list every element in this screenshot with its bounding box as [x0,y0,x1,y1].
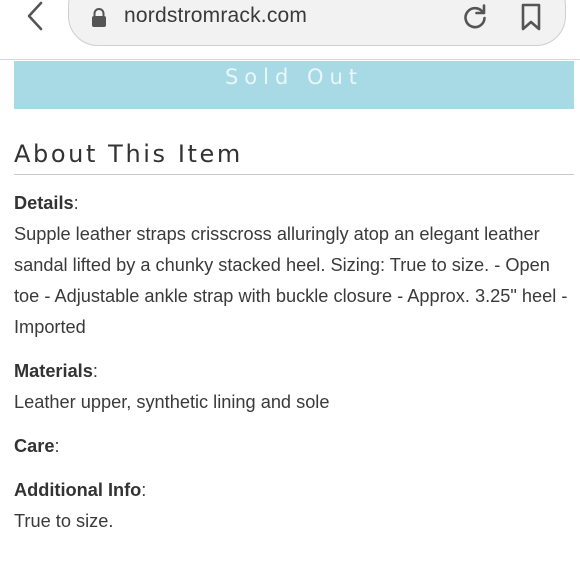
care-section [14,431,572,462]
additional-info-colon: : [141,480,147,500]
details-text: Supple leather straps crisscross alluringly atop an elegant leather sandal lifted by a chunky stacked heel. Sizing: True to size. - Open toe - Adjustable ankle strap with buckle closure - Approx. 3.25" heel - Imported [14,224,568,337]
reload-icon[interactable] [460,2,490,32]
additional-info-section [14,475,572,537]
back-button[interactable] [20,0,50,32]
chevron-left-icon [26,1,44,31]
additional-info-text: True to size. [14,511,114,531]
bookmark-icon[interactable] [518,2,546,32]
materials-section [14,356,572,418]
additional-info-label: Additional Info [14,480,142,500]
care-colon: : [54,436,60,456]
section-title: About This Item [14,140,243,168]
materials-label: Materials [14,361,93,381]
url-text[interactable]: nordstromrack.com [124,4,308,27]
sold-out-button[interactable]: Sold Out [14,61,574,109]
details-colon: : [73,193,79,213]
details-section [14,188,572,343]
lock-icon [90,8,108,28]
product-info [14,188,572,550]
section-divider [14,174,574,175]
care-label: Care [14,436,55,456]
details-label: Details [14,193,74,213]
materials-text: Leather upper, synthetic lining and sole [14,392,330,412]
browser-toolbar [0,0,580,60]
materials-colon: : [92,361,98,381]
